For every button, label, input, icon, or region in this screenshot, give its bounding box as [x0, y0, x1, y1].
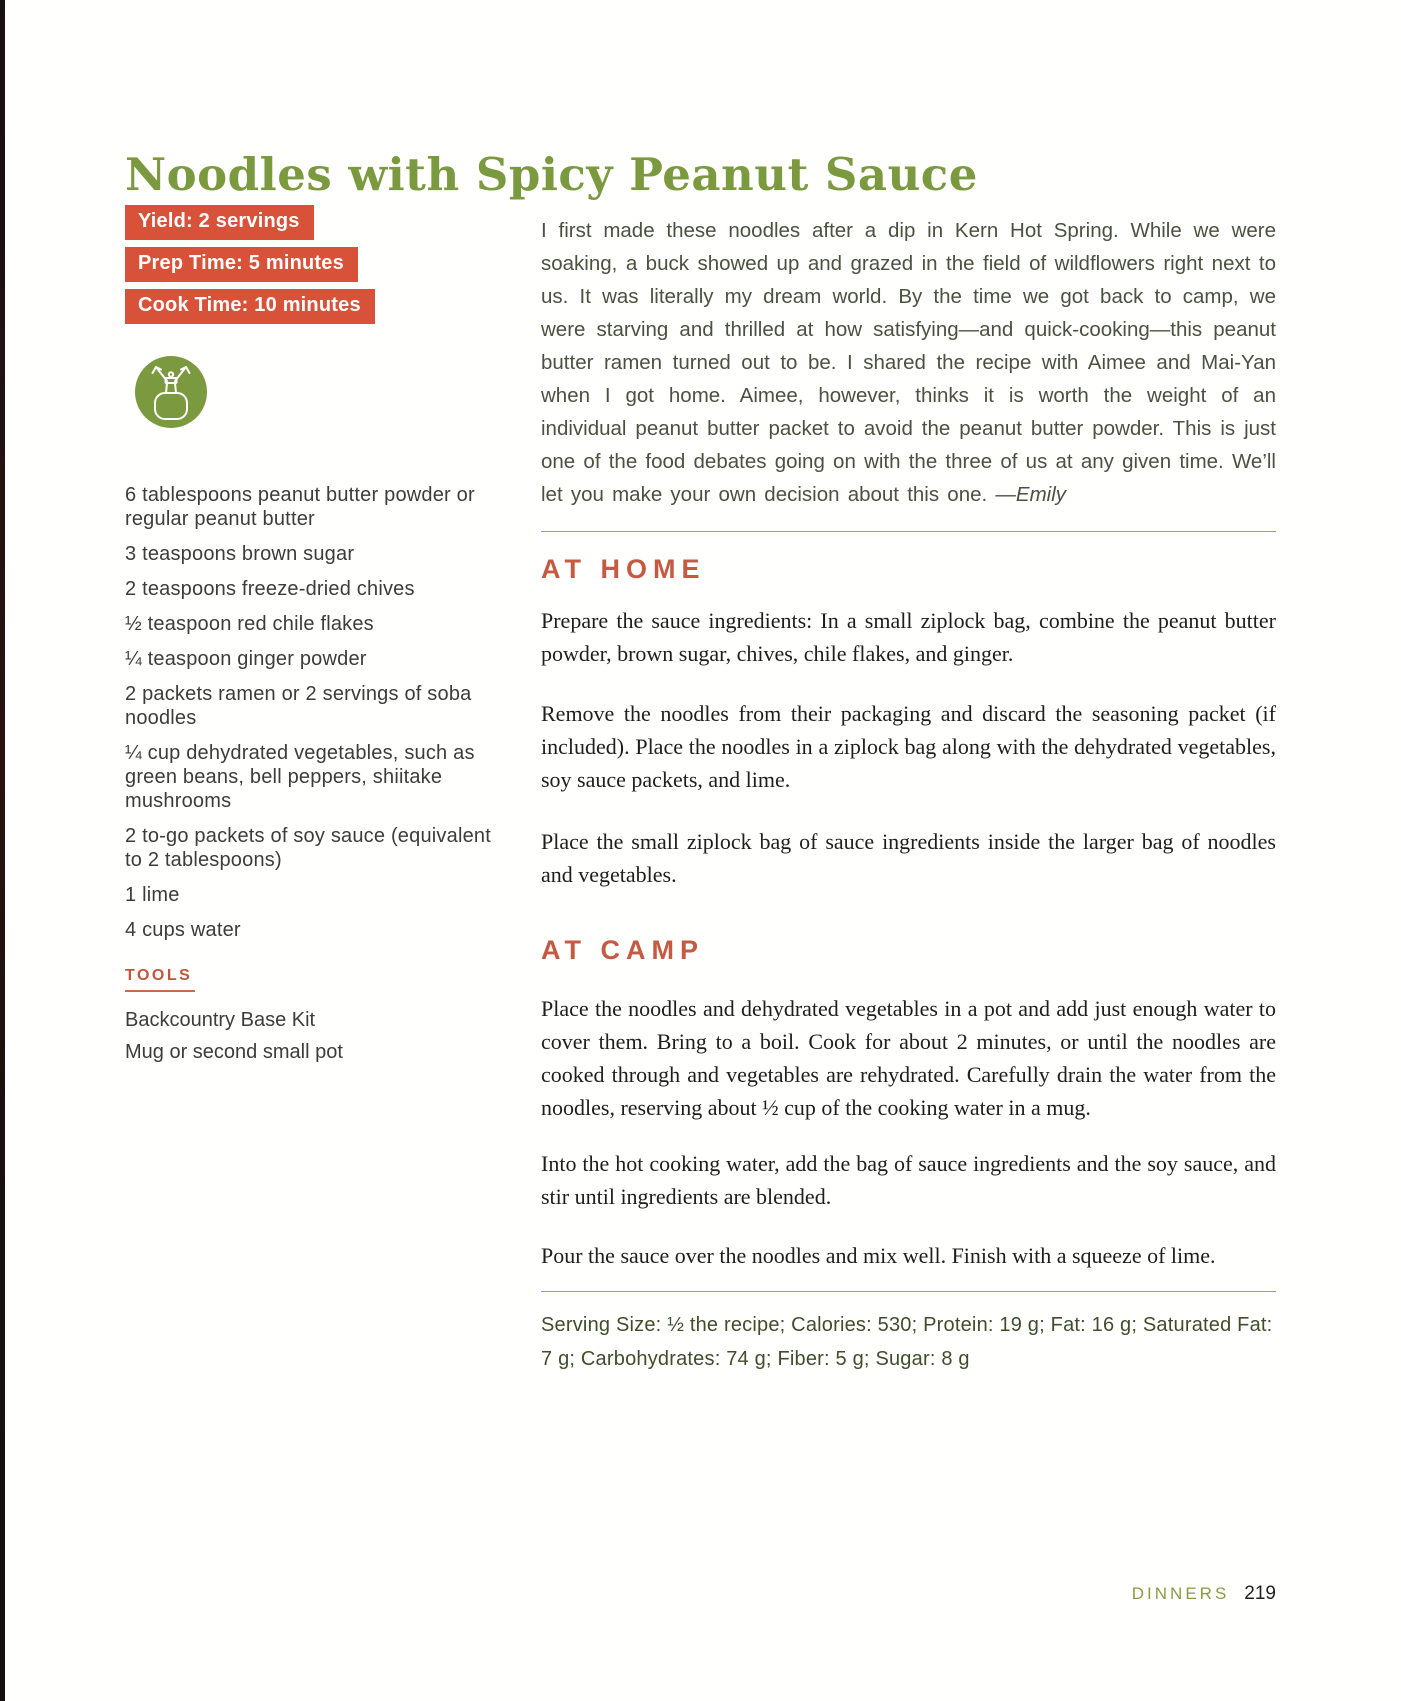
intro-paragraph: [541, 214, 1276, 511]
ingredient-item: ½ teaspoon red chile flakes: [125, 613, 374, 635]
prep-time-badge: Prep Time: 5 minutes: [125, 247, 358, 282]
tool-item: Backcountry Base Kit: [125, 1009, 316, 1031]
tools-list: [125, 1004, 493, 1068]
ingredient-item: 3 teaspoons brown sugar: [125, 543, 355, 565]
at-camp-step: Place the noodles and dehydrated vegetables in a pot and add just enough water to cover them. Bring to a boil. Cook for about 2 minutes, or until the noodles are cooked through and vegetables are rehydrated. Carefully drain the water from the noodles, reserving about ½ cup of the cooking water in a mug.: [541, 996, 1276, 1120]
camp-stove-icon: [135, 356, 207, 428]
nutrition-info: Serving Size: ½ the recipe; Calories: 530; Protein: 19 g; Fat: 16 g; Saturated Fat: 7 g; Carbohydrates: 74 g; Fiber: 5 g; Sugar: 8 g: [541, 1314, 1273, 1370]
ingredient-item: 4 cups water: [125, 919, 241, 941]
book-spine-edge: [0, 0, 5, 1701]
footer-page-number: 219: [1244, 1583, 1276, 1604]
yield-badge: Yield: 2 servings: [125, 205, 314, 240]
tool-item: Mug or second small pot: [125, 1041, 343, 1063]
ingredient-item: ¼ cup dehydrated vegetables, such as green beans, bell peppers, shiitake mushrooms: [125, 742, 475, 812]
ingredient-item: 2 teaspoons freeze-dried chives: [125, 578, 415, 600]
at-home-step: Remove the noodles from their packaging and discard the seasoning packet (if included). Place the noodles in a ziplock bag along with the dehydrated vegetables, soy sauce packets, and lime.: [541, 701, 1276, 792]
footer-section-label: DINNERS: [1131, 1584, 1230, 1603]
nutrition-divider: [541, 1291, 1276, 1292]
ingredient-item: ¼ teaspoon ginger powder: [125, 648, 367, 670]
recipe-badges: [125, 205, 375, 324]
intro-attribution: —Emily: [995, 483, 1067, 506]
ingredient-item: 1 lime: [125, 884, 180, 906]
intro-text: I first made these noodles after a dip in Kern Hot Spring. While we were soaking, a buck showed up and grazed in the field of wildflowers right next to us. It was literally my dream world. By the time we got back to camp, we were starving and thrilled at how satisfying—and quick-cooking—this peanut butter ramen turned out to be. I shared the recipe with Aimee and Mai-Yan when I got home. Aimee, however, thinks it is worth the weight of an individual peanut butter packet to avoid the peanut butter powder. This is just one of the food debates going on with the three of us at any given time. We’ll let you make your own decision about this one.: [541, 219, 1276, 506]
recipe-title: Noodles with Spicy Peanut Sauce: [125, 148, 978, 202]
ingredient-item: 2 packets ramen or 2 servings of soba noodles: [125, 683, 472, 729]
section-divider: [541, 531, 1276, 532]
at-home-step: Prepare the sauce ingredients: In a small ziplock bag, combine the peanut butter powder, brown sugar, chives, chile flakes, and ginger.: [541, 608, 1276, 666]
ingredient-item: 6 tablespoons peanut butter powder or regular peanut butter: [125, 484, 475, 530]
cook-time-badge: Cook Time: 10 minutes: [125, 289, 375, 324]
at-camp-heading: AT CAMP: [541, 935, 704, 965]
ingredients-column: [125, 483, 493, 1068]
ingredient-item: 2 to-go packets of soy sauce (equivalent to 2 tablespoons): [125, 825, 491, 871]
instructions-column: [541, 214, 1276, 1396]
at-home-step: Place the small ziplock bag of sauce ingredients inside the larger bag of noodles and vegetables.: [541, 829, 1276, 887]
at-camp-step: Pour the sauce over the noodles and mix well. Finish with a squeeze of lime.: [541, 1243, 1216, 1268]
at-home-heading: AT HOME: [541, 554, 706, 584]
at-camp-step: Into the hot cooking water, add the bag of sauce ingredients and the soy sauce, and stir until ingredients are blended.: [541, 1151, 1276, 1209]
ingredients-list: [125, 483, 493, 942]
tools-heading: TOOLS: [125, 967, 195, 992]
page-footer: [1132, 1583, 1276, 1605]
